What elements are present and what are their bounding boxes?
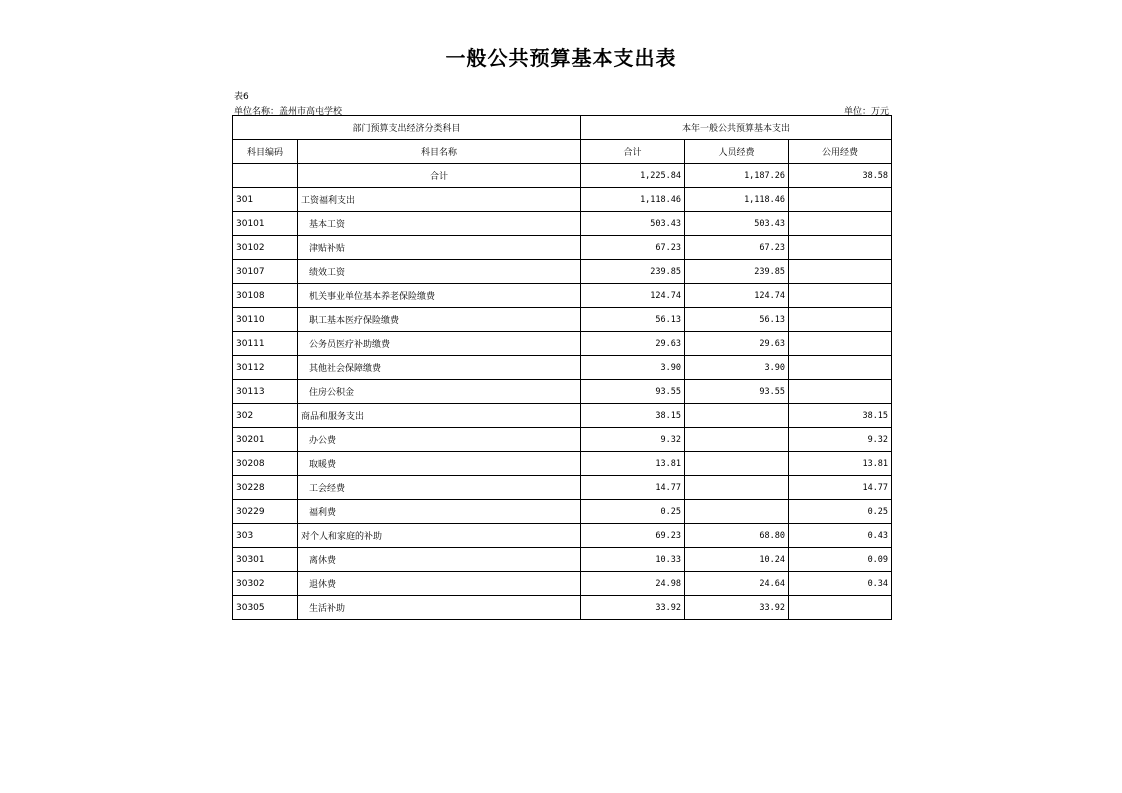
cell-public <box>789 596 892 620</box>
cell-personnel: 68.80 <box>685 524 789 548</box>
cell-total: 56.13 <box>581 308 685 332</box>
cell-total: 38.15 <box>581 404 685 428</box>
cell-name: 机关事业单位基本养老保险缴费 <box>298 284 581 308</box>
cell-public: 0.09 <box>789 548 892 572</box>
table-row <box>233 596 892 620</box>
cell-total: 33.92 <box>581 596 685 620</box>
cell-personnel: 124.74 <box>685 284 789 308</box>
cell-total: 93.55 <box>581 380 685 404</box>
cell-total: 124.74 <box>581 284 685 308</box>
cell-name: 住房公积金 <box>298 380 581 404</box>
budget-table <box>232 115 892 620</box>
cell-name: 福利费 <box>298 500 581 524</box>
cell-personnel: 10.24 <box>685 548 789 572</box>
cell-total: 0.25 <box>581 500 685 524</box>
page-title: 一般公共预算基本支出表 <box>445 46 677 70</box>
cell-code: 30101 <box>233 212 298 236</box>
cell-personnel: 93.55 <box>685 380 789 404</box>
cell-total: 10.33 <box>581 548 685 572</box>
column-header-row <box>233 140 892 164</box>
cell-total: 239.85 <box>581 260 685 284</box>
cell-personnel <box>685 404 789 428</box>
currency-unit-label: 单位：万元 <box>843 107 889 117</box>
cell-public <box>789 284 892 308</box>
cell-name: 商品和服务支出 <box>298 404 581 428</box>
header-total: 合计 <box>581 140 685 164</box>
cell-personnel: 56.13 <box>685 308 789 332</box>
cell-personnel: 67.23 <box>685 236 789 260</box>
cell-code: 30113 <box>233 380 298 404</box>
cell-public: 0.34 <box>789 572 892 596</box>
table-row <box>233 236 892 260</box>
cell-public <box>789 260 892 284</box>
table-row <box>233 428 892 452</box>
cell-code: 30228 <box>233 476 298 500</box>
cell-personnel <box>685 500 789 524</box>
table-row <box>233 356 892 380</box>
cell-total: 3.90 <box>581 356 685 380</box>
table-row <box>233 404 892 428</box>
cell-code: 30102 <box>233 236 298 260</box>
header-public: 公用经费 <box>789 140 892 164</box>
cell-public <box>789 212 892 236</box>
cell-name: 对个人和家庭的补助 <box>298 524 581 548</box>
cell-code: 30111 <box>233 332 298 356</box>
unit-name-label: 单位名称：盖州市高屯学校 <box>234 107 343 117</box>
cell-public: 14.77 <box>789 476 892 500</box>
cell-personnel: 1,118.46 <box>685 188 789 212</box>
cell-personnel <box>685 428 789 452</box>
cell-name: 合计 <box>298 164 581 188</box>
cell-total: 13.81 <box>581 452 685 476</box>
cell-name: 绩效工资 <box>298 260 581 284</box>
cell-personnel: 239.85 <box>685 260 789 284</box>
cell-public <box>789 236 892 260</box>
cell-total: 29.63 <box>581 332 685 356</box>
cell-public: 0.43 <box>789 524 892 548</box>
cell-code: 30110 <box>233 308 298 332</box>
cell-public <box>789 332 892 356</box>
cell-total: 9.32 <box>581 428 685 452</box>
table-number: 表6 <box>234 92 249 102</box>
header-code: 科目编码 <box>233 140 298 164</box>
table-row <box>233 332 892 356</box>
cell-code: 30305 <box>233 596 298 620</box>
cell-personnel: 24.64 <box>685 572 789 596</box>
cell-code: 302 <box>233 404 298 428</box>
table-row <box>233 308 892 332</box>
cell-total: 1,118.46 <box>581 188 685 212</box>
cell-code: 30112 <box>233 356 298 380</box>
cell-public: 9.32 <box>789 428 892 452</box>
cell-public: 13.81 <box>789 452 892 476</box>
cell-code: 303 <box>233 524 298 548</box>
cell-total: 1,225.84 <box>581 164 685 188</box>
cell-code: 30108 <box>233 284 298 308</box>
cell-code: 30229 <box>233 500 298 524</box>
table-row <box>233 548 892 572</box>
header-economic-classification: 部门预算支出经济分类科目 <box>233 116 581 140</box>
cell-total: 67.23 <box>581 236 685 260</box>
cell-total: 503.43 <box>581 212 685 236</box>
table-row <box>233 476 892 500</box>
cell-name: 其他社会保障缴费 <box>298 356 581 380</box>
cell-name: 办公费 <box>298 428 581 452</box>
cell-personnel <box>685 476 789 500</box>
cell-name: 职工基本医疗保险缴费 <box>298 308 581 332</box>
header-name: 科目名称 <box>298 140 581 164</box>
table-row <box>233 500 892 524</box>
cell-code: 30302 <box>233 572 298 596</box>
group-header-row <box>233 116 892 140</box>
table-row <box>233 260 892 284</box>
cell-name: 退休费 <box>298 572 581 596</box>
cell-name: 基本工资 <box>298 212 581 236</box>
table-row <box>233 380 892 404</box>
cell-name: 离休费 <box>298 548 581 572</box>
table-row <box>233 572 892 596</box>
cell-name: 生活补助 <box>298 596 581 620</box>
cell-name: 工会经费 <box>298 476 581 500</box>
table-row <box>233 524 892 548</box>
header-personnel: 人员经费 <box>685 140 789 164</box>
cell-code: 30201 <box>233 428 298 452</box>
table-row <box>233 212 892 236</box>
cell-public: 38.15 <box>789 404 892 428</box>
cell-code: 30301 <box>233 548 298 572</box>
cell-total: 24.98 <box>581 572 685 596</box>
cell-public: 0.25 <box>789 500 892 524</box>
cell-public <box>789 308 892 332</box>
cell-public: 38.58 <box>789 164 892 188</box>
cell-name: 津贴补贴 <box>298 236 581 260</box>
table-row <box>233 452 892 476</box>
cell-name: 公务员医疗补助缴费 <box>298 332 581 356</box>
cell-code: 301 <box>233 188 298 212</box>
cell-name: 取暖费 <box>298 452 581 476</box>
cell-personnel: 1,187.26 <box>685 164 789 188</box>
cell-code: 30107 <box>233 260 298 284</box>
cell-public <box>789 356 892 380</box>
cell-public <box>789 188 892 212</box>
cell-personnel <box>685 452 789 476</box>
cell-personnel: 33.92 <box>685 596 789 620</box>
table-row <box>233 284 892 308</box>
cell-personnel: 503.43 <box>685 212 789 236</box>
table-row <box>233 188 892 212</box>
total-row <box>233 164 892 188</box>
cell-total: 69.23 <box>581 524 685 548</box>
cell-personnel: 3.90 <box>685 356 789 380</box>
header-basic-expenditure: 本年一般公共预算基本支出 <box>581 116 892 140</box>
cell-code <box>233 164 298 188</box>
cell-public <box>789 380 892 404</box>
cell-personnel: 29.63 <box>685 332 789 356</box>
cell-name: 工资福利支出 <box>298 188 581 212</box>
cell-code: 30208 <box>233 452 298 476</box>
cell-total: 14.77 <box>581 476 685 500</box>
